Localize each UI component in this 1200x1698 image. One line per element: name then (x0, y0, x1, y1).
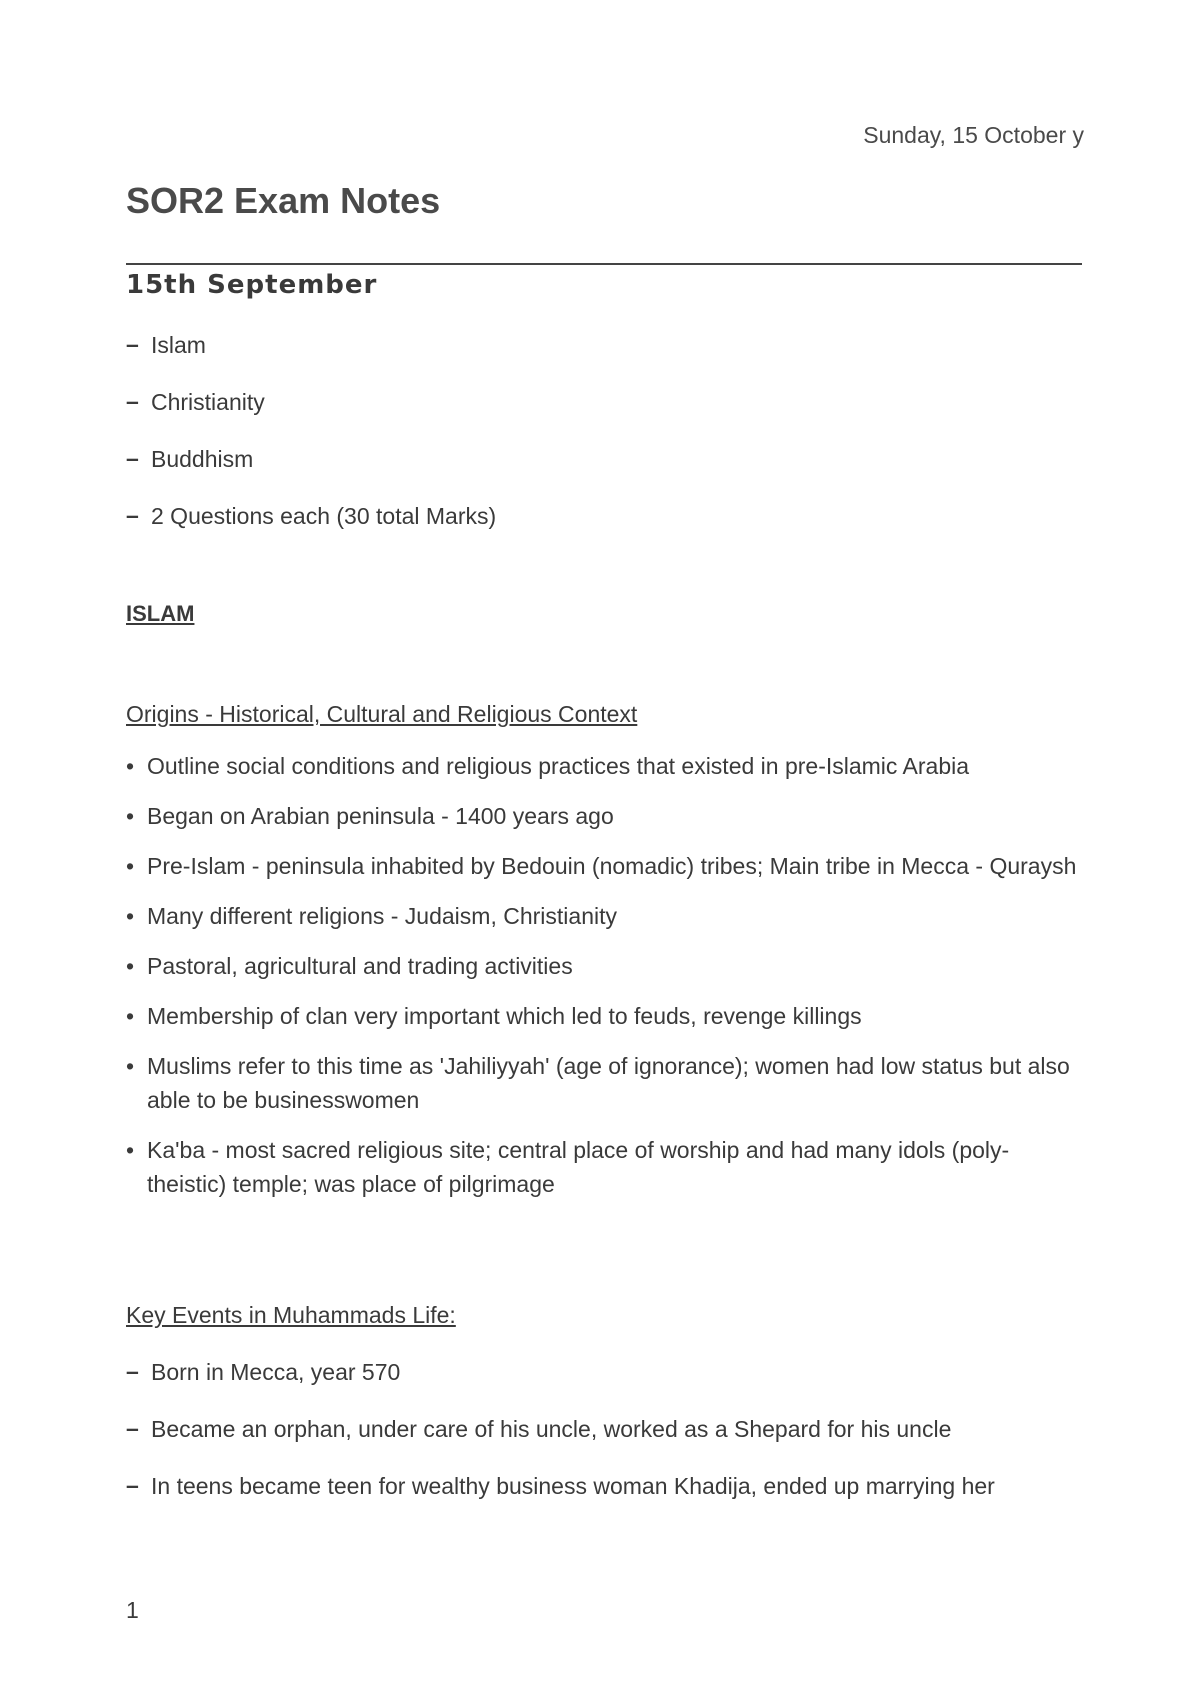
origins-bullet-list (126, 749, 1086, 1217)
islam-heading: ISLAM (126, 601, 195, 626)
list-item: – Buddhism (126, 444, 1082, 474)
list-item: • Many different religions - Judaism, Christianity (126, 899, 1086, 933)
list-item: • Outline social conditions and religious practices that existed in pre-Islamic Arabia (126, 749, 1086, 783)
list-item: • Pastoral, agricultural and trading activities (126, 949, 1086, 983)
list-item: – Christianity (126, 387, 1082, 417)
list-item: – 2 Questions each (30 total Marks) (126, 501, 1082, 531)
list-item: • Muslims refer to this time as 'Jahiliyyah' (age of ignorance); women had low status but also able to be businesswomen (126, 1049, 1086, 1117)
list-item: • Began on Arabian peninsula - 1400 years ago (126, 799, 1086, 833)
list-item: – In teens became teen for wealthy business woman Khadija, ended up marrying her (126, 1471, 1082, 1501)
key-events-list (126, 1357, 1082, 1528)
list-item: • Membership of clan very important which led to feuds, revenge killings (126, 999, 1086, 1033)
overview-list (126, 330, 1082, 558)
list-item: • Ka'ba - most sacred religious site; central place of worship and had many idols (poly-theistic) temple; was place of pilgrimage (126, 1133, 1086, 1201)
section-date-heading: 15th September (126, 270, 378, 300)
title-divider (126, 263, 1082, 265)
list-item: – Became an orphan, under care of his uncle, worked as a Shepard for his uncle (126, 1414, 1082, 1444)
key-events-heading: Key Events in Muhammads Life: (126, 1302, 456, 1328)
origins-heading: Origins - Historical, Cultural and Religious Context (126, 701, 638, 727)
document-date: Sunday, 15 October y (863, 122, 1084, 148)
page-number: 1 (126, 1597, 139, 1623)
document-title: SOR2 Exam Notes (126, 180, 441, 221)
list-item: – Born in Mecca, year 570 (126, 1357, 1082, 1387)
list-item: – Islam (126, 330, 1082, 360)
list-item: • Pre-Islam - peninsula inhabited by Bedouin (nomadic) tribes; Main tribe in Mecca - Quraysh (126, 849, 1086, 883)
